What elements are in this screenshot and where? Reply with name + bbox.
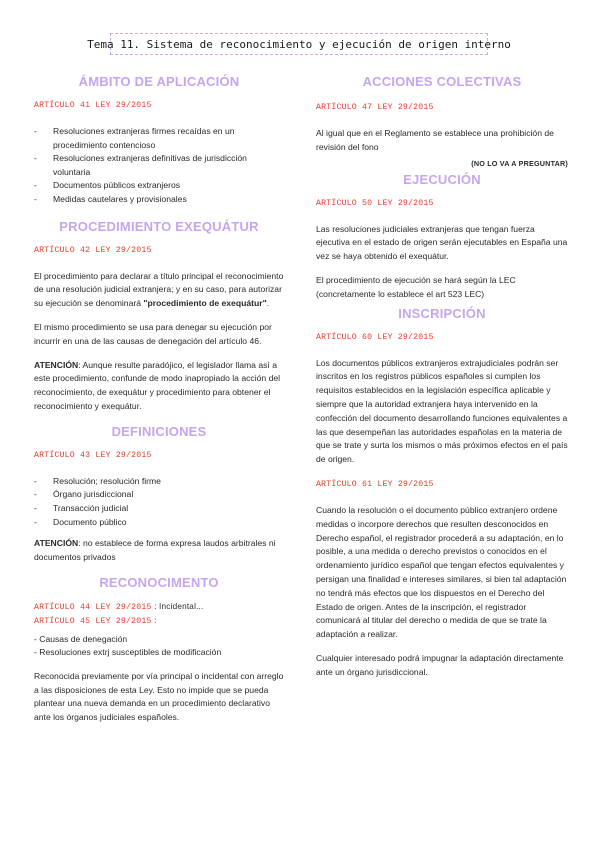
list-item: - Transacción judicial (34, 502, 284, 516)
list-item: - Resolución; resolución firme (34, 475, 284, 489)
acciones-paragraph: Al igual que en el Reglamento se establece una prohibición de revisión del fono (316, 128, 554, 152)
attention-label: ATENCIÓN (34, 538, 79, 549)
attention-label: ATENCIÓN (34, 359, 79, 370)
article-label: ARTÍCULO 45 LEY 29/2015 (34, 616, 152, 626)
page-title (87, 33, 511, 55)
heading-ambito: ÁMBITO DE APLICACIÓN (78, 74, 240, 89)
article-suffix: : Incidental... (151, 601, 204, 611)
list-item: - Documento público (34, 516, 284, 530)
heading-definiciones: DEFINICIONES (111, 423, 207, 439)
page-title-text: Tema 11. Sistema de reconocimiento y ejecución de origen interno (87, 37, 511, 51)
list-item: - Medidas cautelares y provisionales (34, 193, 284, 207)
heading-inscripcion: INSCRIPCIÓN (398, 305, 486, 321)
list-item: - Resoluciones extranjeras definitivas de jurisdicción voluntaria (34, 152, 284, 179)
text: : no establece de forma expresa laudos arbitrales ni documentos privados (34, 538, 276, 562)
definiciones-paragraph (34, 537, 284, 565)
article-suffix: : (151, 615, 157, 625)
ejecucion-paragraph-2: El procedimiento de ejecución se hará según la LEC (concretamente lo establece el art 523 LEC) (316, 274, 516, 299)
text: : Aunque resulte paradójico, el legislador llama así a este procedimiento, confunde de modo inapropiado la acción del reconocimiento, de exequátur y procedimiento para obtener el reconocimiento y exequátur. (34, 359, 281, 411)
article-47: ARTÍCULO 47 LEY 29/2015 (316, 103, 434, 112)
list-item: - Documentos públicos extranjeros (34, 179, 284, 193)
article-45 (34, 615, 284, 627)
reconocimiento-list (34, 633, 284, 660)
heading-acciones: ACCIONES COLECTIVAS (362, 74, 522, 89)
article-61: ARTÍCULO 61 LEY 29/2015 (316, 479, 434, 489)
heading-reconocimiento: RECONOCIMENTO (99, 574, 219, 590)
note-no-pregunta: (NO LO VA A PREGUNTAR) (471, 158, 568, 168)
reconocimiento-paragraph: Reconocida previamente por vía principal o incidental con arreglo a las disposiciones de esta Ley. Esto no impide que se pueda plantear una nueva demanda en un procedimiento declarativo ante los órganos judiciales españoles. (34, 670, 284, 723)
article-42: ARTÍCULO 42 LEY 29/2015 (34, 245, 152, 255)
article-43: ARTÍCULO 43 LEY 29/2015 (34, 450, 152, 460)
list-item: - Causas de denegación (34, 633, 128, 644)
exequatur-paragraph-3 (34, 359, 284, 414)
heading-exequatur: PROCEDIMIENTO EXEQUÁTUR (59, 218, 259, 234)
list-item: - Órgano jurisdiccional (34, 488, 284, 502)
inscripcion-paragraph-1: Los documentos públicos extranjeros extrajudiciales podrán ser inscritos en los registros públicos españoles si cumplen los requisitos establecidos en la legislación específica aplicable y siempre que la autoridad extranjera haya intervenido en la confección del documento desarrollando funciones equivalentes a las que desempeñan las autoridades españolas en la materia de que se trate y surta los mismos o más próximos efectos en el país de origen. (316, 357, 568, 465)
list-item: - Resoluciones extrj susceptibles de modificación (34, 647, 222, 658)
inscripcion-paragraph-3: Cualquier interesado podrá impugnar la adaptación directamente ante un órgano jurisdiccional. (316, 652, 564, 677)
definiciones-list (34, 475, 284, 529)
article-44 (34, 601, 284, 613)
heading-ejecucion: EJECUCIÓN (403, 171, 481, 187)
inscripcion-paragraph-2: Cuando la resolución o el documento público extranjero ordene medidas o incorpore derechos que resulten desconocidos en Derecho español, el registrador procederá a su adaptación, en lo posible, a una medida o derecho previstos o conocidos en el ordenamiento jurídico español que tengan efectos equivalentes y persigan una finalidad e intereses similares, si bien tal adaptación no tendrá más efectos que los dispuestos en el Derecho del Estado de origen. Antes de la inscripción, el registrador comunicará al titular del derecho o medida de que se trate la adaptación a realizar. (316, 504, 567, 640)
right-column (316, 74, 568, 690)
article-60: ARTÍCULO 60 LEY 29/2015 (316, 332, 434, 342)
ejecucion-paragraph-1: Las resoluciones judiciales extranjeras que tengan fuerza ejecutiva en el estado de origen serán ejecutables en España una vez se haya obtenido el exequátur. (316, 223, 568, 262)
list-item: - Resoluciones extranjeras firmes recaídas en un procedimiento contencioso (34, 125, 284, 152)
exequatur-paragraph-1 (34, 270, 284, 311)
article-label: ARTÍCULO 44 LEY 29/2015 (34, 602, 152, 612)
ambito-list (34, 125, 284, 207)
article-41: ARTÍCULO 41 LEY 29/2015 (34, 101, 152, 110)
text: El procedimiento para declarar a título principal el reconocimiento de una resolución judicial extranjera; y en su caso, para autorizar su ejecución se denominará (34, 270, 284, 309)
left-column (34, 74, 284, 735)
exequatur-paragraph-2: El mismo procedimiento se usa para denegar su ejecución por incurrir en una de las causas de denegación del artículo 46. (34, 321, 272, 346)
text: . (266, 298, 270, 309)
bold-term: "procedimiento de exequátur" (143, 298, 267, 309)
article-50: ARTÍCULO 50 LEY 29/2015 (316, 198, 434, 208)
